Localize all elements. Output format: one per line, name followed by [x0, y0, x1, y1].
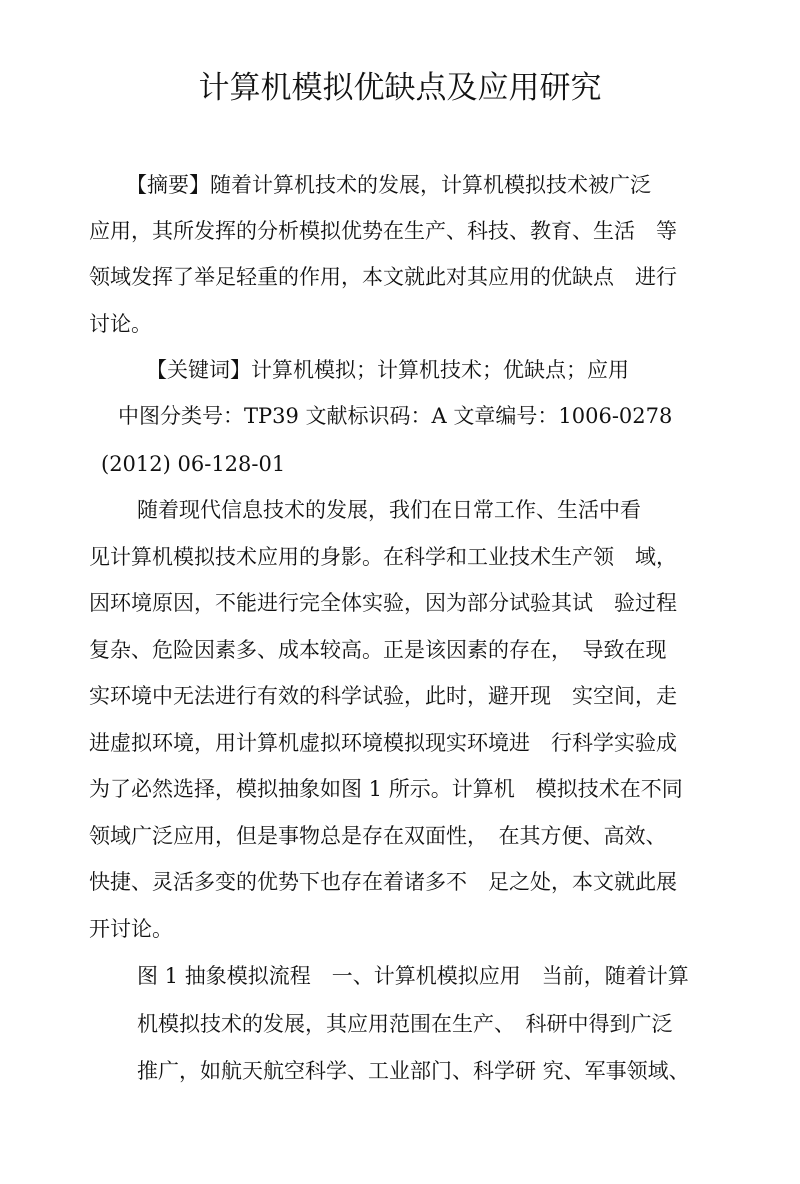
- body-line: 进虚拟环境，用计算机虚拟环境模拟现实环境进 行科学实验成: [89, 731, 677, 755]
- body-line: 开讨论。: [89, 917, 173, 941]
- abstract-line: 应用，其所发挥的分析模拟优势在生产、科技、教育、生活 等: [89, 219, 677, 243]
- abstract-line: 领域发挥了举足轻重的作用，本文就此对其应用的优缺点 进行: [89, 265, 677, 289]
- body-line: 随着现代信息技术的发展，我们在日常工作、生活中看: [137, 498, 641, 522]
- body-line: 推广，如航天航空科学、工业部门、科学研 究、军事领域、: [137, 1059, 690, 1083]
- body-line: 实环境中无法进行有效的科学试验，此时，避开现 实空间，走: [89, 684, 677, 708]
- body-line: 因环境原因，不能进行完全体实验，因为部分试验其试 验过程: [89, 591, 677, 615]
- page-title: 计算机模拟优缺点及应用研究: [198, 70, 602, 106]
- body-line: 复杂、危险因素多、成本较高。正是该因素的存在， 导致在现: [89, 638, 667, 662]
- keywords: 【关键词】计算机模拟；计算机技术；优缺点；应用: [146, 358, 629, 382]
- classification-line: 中图分类号：TP39 文献标识码：A 文章编号：1006-0278: [118, 404, 673, 428]
- abstract-line: 【摘要】随着计算机技术的发展，计算机模拟技术被广泛: [126, 173, 651, 197]
- abstract-line: 讨论。: [89, 312, 152, 336]
- body-line: 机模拟技术的发展，其应用范围在生产、 科研中得到广泛: [137, 1012, 673, 1036]
- body-line: 快捷、灵活多变的优势下也存在着诸多不 足之处，本文就此展: [89, 870, 677, 894]
- body-line: 为了必然选择，模拟抽象如图 1 所示。计算机 模拟技术在不同: [89, 777, 683, 801]
- body-line: 图 1 抽象模拟流程 一、计算机模拟应用 当前，随着计算: [137, 964, 689, 988]
- body-line: 领域广泛应用，但是事物总是存在双面性， 在其方便、高效、: [89, 824, 667, 848]
- classification-line: (2012) 06-128-01: [101, 452, 286, 476]
- body-line: 见计算机模拟技术应用的身影。在科学和工业技术生产领 域，: [89, 545, 677, 569]
